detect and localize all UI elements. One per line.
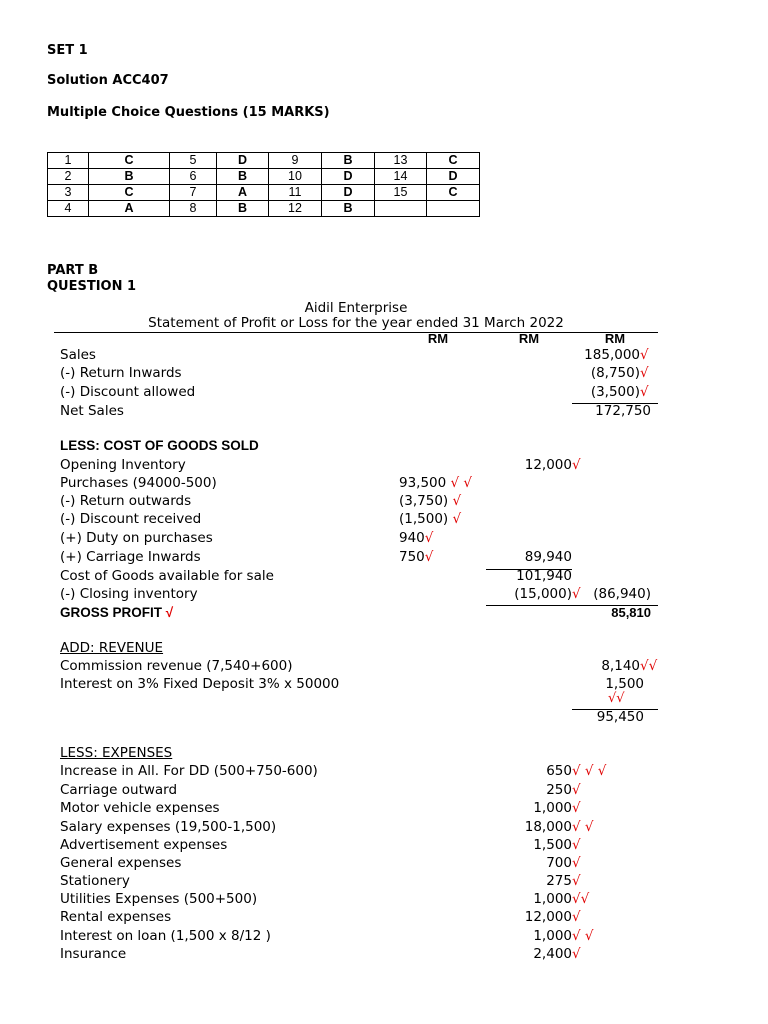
amount-col-3 [601,658,658,674]
column-header-1: RM [427,331,449,346]
advertisement-label: Advertisement expenses [60,837,228,853]
check-mark-icon: √ √ [572,928,594,944]
mcq-question-number: 9 [269,153,322,169]
mcq-answer: D [322,169,375,185]
gross-profit-rule [486,605,658,606]
goods-available-label: Cost of Goods available for sale [60,568,274,584]
amount-col-2 [525,549,572,565]
amount-col-3 [595,403,658,419]
amount-value: (3,500) [590,384,640,400]
check-mark-icon: √ √ √ [572,763,607,779]
mcq-question-number: 3 [48,185,89,201]
net-sales-rule [572,403,658,404]
mcq-answer: D [217,153,269,169]
check-mark-icon: √ [572,457,581,473]
mcq-answer: C [89,185,170,201]
interest-fd-label: Interest on 3% Fixed Deposit 3% x 50000 [60,676,340,692]
amount-value: 93,500 [399,475,447,491]
amount-value: (86,940) [593,586,651,602]
amount-col-2 [546,855,605,871]
utilities-label: Utilities Expenses (500+500) [60,891,258,907]
check-mark-icon: √√ [572,891,590,907]
amount-value: 940 [399,530,425,546]
check-mark-icon: √ [448,511,462,527]
insurance-label: Insurance [60,946,127,962]
mcq-answer: C [427,185,480,201]
mcq-question-number: 8 [170,201,217,217]
amount-value: 12,000 [524,909,572,925]
amount-value: (1,500) [399,511,449,527]
amount-col-3 [597,709,658,725]
amount-value: 1,000 [533,928,572,944]
amount-value: (8,750) [590,365,640,381]
check-mark-icon: √ [640,384,649,400]
amount-value: 18,000 [524,819,572,835]
amount-col-1 [399,493,461,509]
amount-value: 185,000 [584,347,640,363]
amount-value: 89,940 [524,549,572,565]
mcq-answer: B [322,201,375,217]
commission-label: Commission revenue (7,540+600) [60,658,293,674]
mcq-title: Multiple Choice Questions (15 MARKS) [47,105,330,120]
expenses-head-label: LESS: EXPENSES [60,745,173,761]
mcq-answer: A [217,185,269,201]
return-out-label: (-) Return outwards [60,493,192,509]
general-label: General expenses [60,855,182,871]
check-mark-icon: √ [572,873,581,889]
amount-col-2 [514,586,605,602]
sales-label: Sales [60,347,96,363]
mcq-row [48,201,480,217]
allowance-label: Increase in All. For DD (500+750-600) [60,763,318,779]
mcq-answer: C [89,153,170,169]
carriage-out-label: Carriage outward [60,782,178,798]
motor-label: Motor vehicle expenses [60,800,220,816]
stationery-label: Stationery [60,873,130,889]
amount-col-3 [584,347,658,363]
mcq-question-number: 10 [269,169,322,185]
amount-col-2 [533,946,605,962]
opening-label: Opening Inventory [60,457,186,473]
part-label: PART B [47,263,99,278]
set-label: SET 1 [47,43,88,58]
revenue-total-rule [572,709,658,710]
mcq-question-number: 1 [48,153,89,169]
check-mark-icon: √ [162,605,174,620]
discount-received-label: (-) Discount received [60,511,202,527]
mcq-answer [427,201,480,217]
amount-value: 250 [546,782,572,798]
amount-value: 8,140 [601,658,640,674]
check-mark-icon: √√ [640,658,658,674]
check-mark-icon: √ [572,586,581,602]
check-mark-icon: √ [572,909,581,925]
mcq-row [48,169,480,185]
amount-col-3 [593,586,658,602]
mcq-question-number: 12 [269,201,322,217]
amount-value: 1,000 [533,891,572,907]
discount-allowed-label: (-) Discount allowed [60,384,196,400]
mcq-question-number: 14 [375,169,427,185]
net-sales-label: Net Sales [60,403,124,419]
check-mark-icon: √√ [608,691,625,706]
amount-value: 85,810 [611,605,651,620]
closing-label: (-) Closing inventory [60,586,198,602]
mcq-answer: D [322,185,375,201]
check-mark-icon: √ [572,837,581,853]
amount-col-2 [516,568,572,584]
amount-col-1 [399,549,433,565]
mcq-question-number: 11 [269,185,322,201]
amount-col-2 [533,928,605,944]
mcq-answer: B [217,169,269,185]
amount-col-2 [533,800,605,816]
check-mark-icon: √ [572,946,581,962]
amount-col-2 [525,909,605,925]
return-in-label: (-) Return Inwards [60,365,182,381]
mcq-question-number: 15 [375,185,427,201]
amount-value: 2,400 [533,946,572,962]
cogs-head-label: LESS: COST OF GOODS SOLD [60,438,259,453]
amount-value: 275 [546,873,572,889]
amount-value: 650 [546,763,572,779]
amount-value: 101,940 [516,568,572,584]
company-name: Aidil Enterprise [304,300,408,316]
duty-label: (+) Duty on purchases [60,530,213,546]
mcq-row [48,185,480,201]
amount-col-2 [533,891,605,907]
check-mark-icon: √ [640,347,649,363]
amount-value: 1,500 [533,837,572,853]
check-mark-icon: √ [424,530,434,546]
amount-col-3 [611,605,651,620]
amount-col-3 [605,676,658,692]
mcq-answer: D [427,169,480,185]
check-mark-icon: √ [572,855,581,871]
amount-col-2 [546,782,605,798]
column-header-2: RM [518,331,540,346]
mcq-question-number: 7 [170,185,217,201]
amount-col-2 [546,873,605,889]
mcq-answer: B [217,201,269,217]
mcq-question-number: 13 [375,153,427,169]
amount-value: 1,000 [533,800,572,816]
check-mark-icon: √ [448,493,462,509]
check-mark-icon: √ [640,365,649,381]
heading-rule [54,332,658,333]
question-label: QUESTION 1 [47,279,137,294]
amount-value: 172,750 [595,403,651,419]
mcq-question-number: 5 [170,153,217,169]
statement-title: Statement of Profit or Loss for the year ended 31 March 2022 [148,315,564,331]
check-mark-icon: √ [424,549,434,565]
amount-col-1 [399,511,461,527]
amount-col-3 [591,384,658,400]
amount-col-3 [591,365,658,381]
amount-value: 95,450 [596,709,644,725]
amount-col-2 [533,837,605,853]
check-mark-icon: √ [572,800,581,816]
check-mark-icon: √ √ [572,819,594,835]
mcq-answer: B [89,169,170,185]
amount-value: 750 [399,549,425,565]
solution-title: Solution ACC407 [47,73,169,88]
mcq-answer-table [47,152,480,217]
mcq-answer: C [427,153,480,169]
rental-label: Rental expenses [60,909,172,925]
amount-value: 1,500 [605,676,644,692]
amount-col-1 [399,530,433,546]
revenue-head-label: ADD: REVENUE [60,640,164,656]
amount-value: (3,750) [399,493,449,509]
amount-value: (15,000) [514,586,572,602]
mcq-answer: B [322,153,375,169]
gross-profit-label: GROSS PROFIT √ [60,605,174,620]
mcq-question-number: 2 [48,169,89,185]
mcq-row [48,153,480,169]
purchases-subtotal-rule [486,569,572,570]
amount-col-2 [546,763,605,779]
amount-value: 12,000 [524,457,572,473]
check-mark-icon: √ √ [446,475,473,491]
salary-label: Salary expenses (19,500-1,500) [60,819,277,835]
mcq-answer: A [89,201,170,217]
mcq-question-number: 6 [170,169,217,185]
column-header-3: RM [604,331,626,346]
carriage-in-label: (+) Carriage Inwards [60,549,201,565]
purchases-label: Purchases (94000-500) [60,475,217,491]
amount-col-2 [525,457,605,473]
check-mark-icon: √ [572,782,581,798]
amount-col-1 [399,475,472,491]
interest-loan-label: Interest on loan (1,500 x 8/12 ) [60,928,271,944]
mcq-question-number: 4 [48,201,89,217]
amount-value: 700 [546,855,572,871]
amount-col-2 [525,819,605,835]
mcq-question-number [375,201,427,217]
